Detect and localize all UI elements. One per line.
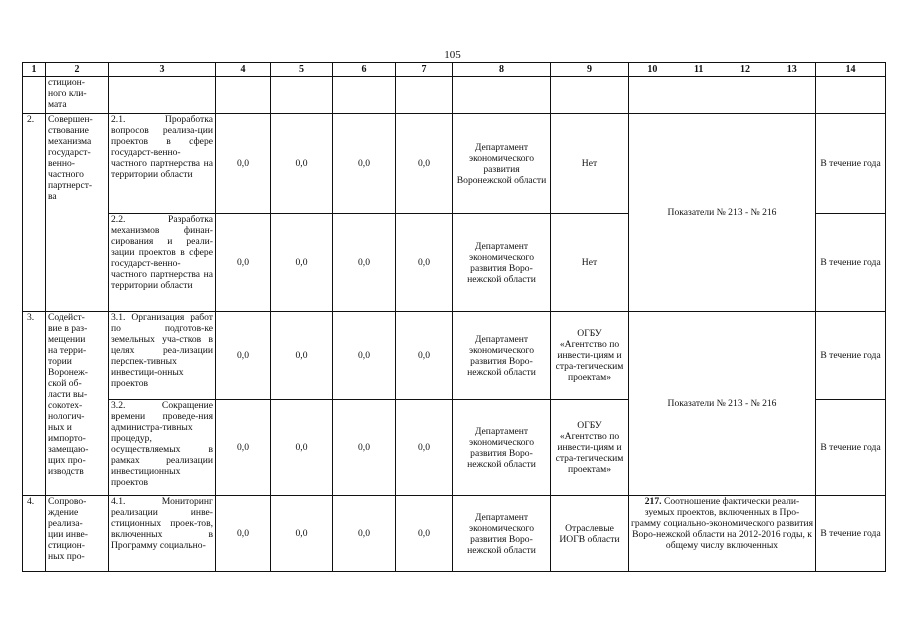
row-number: 4. — [23, 496, 46, 572]
header-col-6: 6 — [333, 63, 396, 77]
partner-cell: Нет — [551, 114, 629, 214]
value-cell: 0,0 — [333, 214, 396, 312]
value-cell: 0,0 — [271, 400, 333, 496]
row-number: 2. — [23, 114, 46, 312]
table-row — [23, 77, 886, 114]
indicator-217-cell — [629, 496, 816, 572]
value-cell: 0,0 — [216, 114, 271, 214]
value-cell: 0,0 — [271, 496, 333, 572]
empty-cell — [216, 77, 271, 114]
goal-cell: Содейст- вие в раз- мещении на терри- тории Воронеж- ской об- ласти вы- сокотех- нологич- ных и импорто- замещаю- щих про- изводств — [46, 312, 109, 496]
header-col-10: 10 — [647, 64, 658, 75]
empty-cell — [271, 77, 333, 114]
header-col-5: 5 — [271, 63, 333, 77]
header-col-8: 8 — [453, 63, 551, 77]
value-cell: 0,0 — [271, 114, 333, 214]
header-row — [23, 63, 886, 77]
executor-cell: Департамент экономического развития Воро-нежской области — [453, 214, 551, 312]
event-cell — [109, 77, 216, 114]
value-cell: 0,0 — [216, 496, 271, 572]
value-cell: 0,0 — [333, 114, 396, 214]
value-cell: 0,0 — [216, 312, 271, 400]
program-table — [22, 62, 886, 572]
empty-cell — [333, 77, 396, 114]
table-row — [23, 114, 886, 214]
term-cell: В течение года — [816, 312, 886, 400]
row-number: 3. — [23, 312, 46, 496]
header-col-4: 4 — [216, 63, 271, 77]
indicators-cell: Показатели № 213 - № 216 — [629, 114, 816, 312]
header-col-7: 7 — [396, 63, 453, 77]
page-number: 105 — [444, 49, 461, 61]
indicators-cell: Показатели № 213 - № 216 — [629, 312, 816, 496]
executor-cell: Департамент экономического развития Воронежской области — [453, 114, 551, 214]
header-col-1: 1 — [23, 63, 46, 77]
value-cell: 0,0 — [271, 312, 333, 400]
value-cell: 0,0 — [396, 496, 453, 572]
term-cell: В течение года — [816, 400, 886, 496]
header-col-2: 2 — [46, 63, 109, 77]
indicator-text: Соотношение фактически реали-зуемых проектов, включенных в Про-грамму социально-экономического развития Воро-нежской области на 2012-2016 годы, к общему числу включенных — [631, 496, 814, 551]
executor-cell: Департамент экономического развития Воро-нежской области — [453, 312, 551, 400]
term-cell: В течение года — [816, 114, 886, 214]
value-cell: 0,0 — [333, 400, 396, 496]
executor-cell: Департамент экономического развития Воро-нежской области — [453, 400, 551, 496]
row-number — [23, 77, 46, 114]
value-cell: 0,0 — [216, 214, 271, 312]
partner-cell: ОГБУ «Агентство по инвести-циям и стра-тегическим проектам» — [551, 312, 629, 400]
goal-cell: Сопрово- ждение реализа- ции инве- стицион- ных про- — [46, 496, 109, 572]
table-row — [23, 312, 886, 400]
header-col-11: 11 — [693, 64, 704, 75]
partner-cell: Нет — [551, 214, 629, 312]
term-cell: В течение года — [816, 496, 886, 572]
empty-cell — [816, 77, 886, 114]
goal-cell: стицион- ного кли- мата — [46, 77, 109, 114]
value-cell: 0,0 — [396, 214, 453, 312]
value-cell: 0,0 — [396, 312, 453, 400]
event-cell: 3.1. Организация работ по подготов-ке земельных уча-стков в целях реа-лизации перспек-тивных инвестици-онных проектов — [109, 312, 216, 400]
value-cell: 0,0 — [333, 496, 396, 572]
goal-cell: Совершен- ствование механизма государст- венно- частного партнерст- ва — [46, 114, 109, 312]
indicator-number: 217. — [644, 496, 662, 507]
executor-cell: Департамент экономического развития Воро-нежской области — [453, 496, 551, 572]
table-row — [23, 496, 886, 572]
value-cell: 0,0 — [333, 312, 396, 400]
event-cell: 2.1. Проработка вопросов реализа-ции проектов в сфере государст-венно-частного партнерства на территории области — [109, 114, 216, 214]
header-col-12: 12 — [740, 64, 751, 75]
value-cell: 0,0 — [396, 114, 453, 214]
event-cell: 3.2. Сокращение времени проведе-ния администра-тивных процедур, осуществляемых в рамках реализации инвестиционных проектов — [109, 400, 216, 496]
term-cell: В течение года — [816, 214, 886, 312]
empty-cell — [629, 77, 816, 114]
header-col-10-13 — [629, 63, 816, 77]
empty-cell — [396, 77, 453, 114]
header-col-9: 9 — [551, 63, 629, 77]
value-cell: 0,0 — [216, 400, 271, 496]
header-col-3: 3 — [109, 63, 216, 77]
event-cell: 4.1. Мониторинг реализации инве-стиционных проек-тов, включенных в Программу социально- — [109, 496, 216, 572]
event-cell: 2.2. Разработка механизмов финан-сирования и реали-зации проектов в сфере государст-венно-частного партнерства на территории области — [109, 214, 216, 312]
header-col-13: 13 — [786, 64, 797, 75]
partner-cell: Отраслевые ИОГВ области — [551, 496, 629, 572]
empty-cell — [453, 77, 551, 114]
value-cell: 0,0 — [271, 214, 333, 312]
empty-cell — [551, 77, 629, 114]
value-cell: 0,0 — [396, 400, 453, 496]
partner-cell: ОГБУ «Агентство по инвести-циям и стра-тегическим проектам» — [551, 400, 629, 496]
header-col-14: 14 — [816, 63, 886, 77]
